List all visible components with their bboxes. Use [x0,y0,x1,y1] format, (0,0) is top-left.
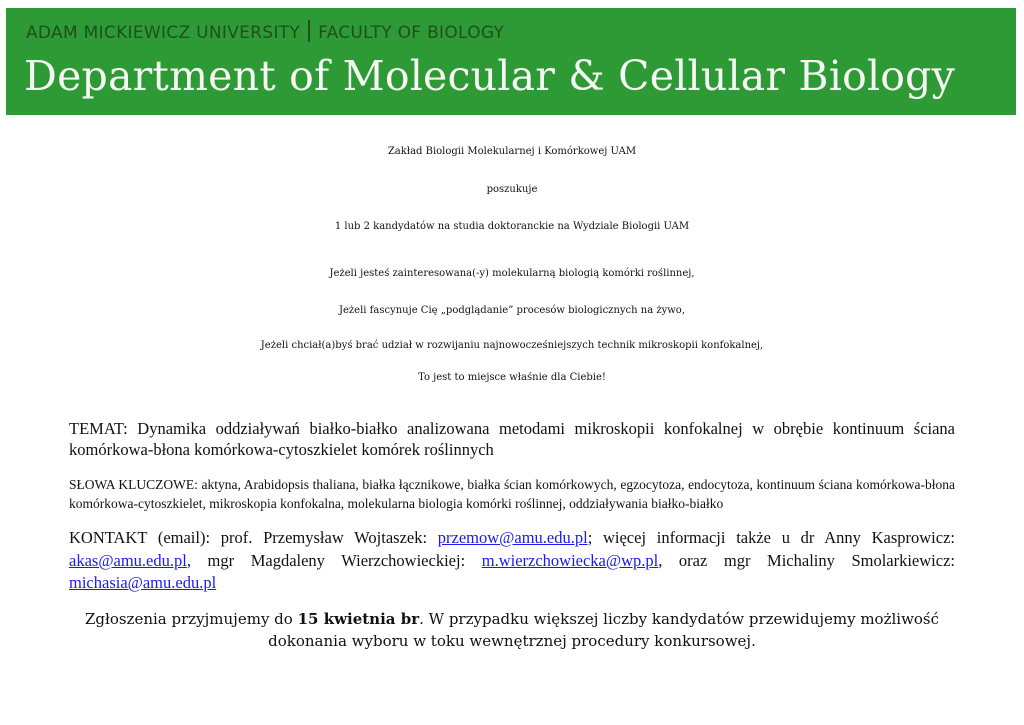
intro-line-3: 1 lub 2 kandydatów na studia doktoranckie na Wydziale Biologii UAM [334,221,690,232]
deadline-suffix: . W przypadku większej liczby kandydatów przewidujemy możliwość [419,610,940,628]
keywords-paragraph: SŁOWA KLUCZOWE: aktyna, Arabidopsis thaliana, białka łącznikowe, białka ścian komórkowych, egzocytoza, endocytoza, kontinuum ściana komórkowa-błona komórkowa-cytoszkielet, mikroskopia konfokalna, molekularna biologia komórki roślinnej, oddziaływania białko-białko [69,477,955,511]
department-banner [6,8,1016,115]
email-link-wojtaszek[interactable]: przemow@amu.edu.pl [437,528,588,547]
deadline-paragraph [0,608,1024,652]
contact-prefix: KONTAKT (email): prof. Przemysław Wojtaszek: [69,528,438,547]
deadline-prefix: Zgłoszenia przyjmujemy do [84,610,298,628]
department-title: Department of Molecular & Cellular Biology [24,52,955,100]
contact-paragraph [69,527,955,595]
university-name: ADAM MICKIEWICZ UNIVERSITY [26,23,301,43]
email-link-kasprowicz[interactable]: akas@amu.edu.pl [69,550,187,570]
intro-line-1: Zakład Biologii Molekularnej i Komórkowej UAM [387,146,637,157]
deadline-line-2: dokonania wyboru w toku wewnętrznej procedury konkursowej. [268,632,756,650]
deadline-date: 15 kwietnia br [297,610,420,628]
intro-line-2: poszukuje [486,184,538,195]
contact-mid-3: , oraz mgr Michaliny Smolarkiewicz: [658,550,955,570]
contact-mid-1: ; więcej informacji także u dr Anny Kasprowicz: [587,528,955,547]
email-link-wierzchowiecka[interactable]: m.wierzchowiecka@wp.pl [481,550,659,570]
contact-mid-2: , mgr Magdaleny Wierzchowieckiej: [186,550,482,570]
email-link-smolarkiewicz[interactable]: michasia@amu.edu.pl [69,573,217,592]
pitch-line-1: Jeżeli jesteś zainteresowana(-y) molekularną biologią komórki roślinnej, [329,268,695,279]
banner-divider [308,20,310,42]
faculty-name: FACULTY OF BIOLOGY [318,23,505,43]
pitch-line-3: Jeżeli chciał(a)byś brać udział w rozwijaniu najnowocześniejszych technik mikroskopii konfokalnej, [260,340,764,351]
pitch-line-2: Jeżeli fascynuje Cię „podglądanie” procesów biologicznych na żywo, [338,305,686,316]
topic-paragraph: TEMAT: Dynamika oddziaływań białko-białko analizowana metodami mikroskopii konfokalnej w obrębie kontinuum ściana komórkowa-błona komórkowa-cytoszkielet komórek roślinnych [69,419,955,459]
deadline-line-1 [0,608,1024,630]
pitch-line-4: To jest to miejsce właśnie dla Ciebie! [418,372,606,383]
banner-affiliation [26,22,504,44]
